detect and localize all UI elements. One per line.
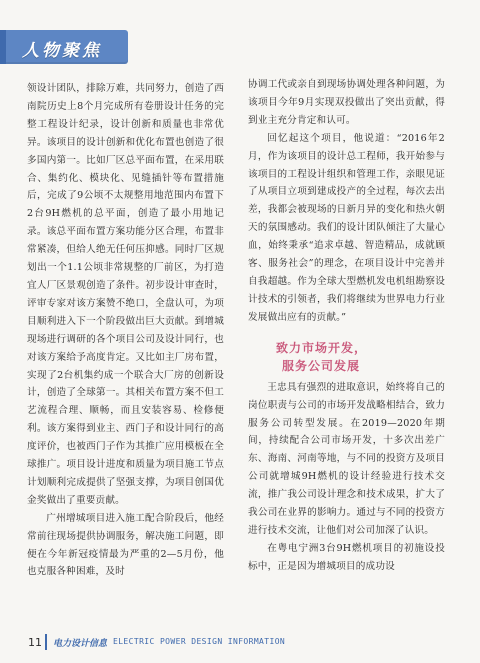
footer-divider — [45, 634, 47, 650]
section-heading-line-1: 致力市场开发， — [276, 340, 368, 355]
section-heading — [276, 339, 445, 375]
right-paragraph-1: 协调工代或亲自到现场协调处理各种问题，为该项目今年9月实现双投做出了突出贡献，得到业主充分肯定和认可。 — [248, 79, 445, 126]
right-column — [248, 76, 445, 576]
publication-name: 电力设计信息 — [53, 639, 108, 649]
left-paragraph-2: 广州增城项目进入施工配合阶段后，他经常前往现场提供协调服务，解决施工问题，即便在今年新冠疫情最为严重的2—5月份，他也克服各种困难，及时 — [27, 512, 224, 578]
right-paragraph-2: 回忆起这个项目，他说道：“2016年2月，作为该项目的设计总工程师，我开始参与该项目的工程设计组织和管理工作，亲眼见证了从项目立项到建成投产的全过程，每次去出差，我都会被现场的日新月异的变化和热火朝天的氛围感动。我们的设计团队倾注了大量心血，始终秉承“追求卓越、智造精品，成就顾客、服务社会”的理念，在项目设计中完善并自我超越。作为全球大型燃机发电机组勘察设计技术的引领者，我们将继续为世界电力行业发展做出应有的贡献。” — [248, 132, 445, 323]
page-footer — [0, 631, 480, 655]
section-title: 人物聚焦 — [22, 41, 102, 61]
page-number: 11 — [28, 636, 42, 649]
right-paragraph-3: 王忠具有强烈的进取意识，始终将自己的岗位职责与公司的市场开发战略相结合，致力服务公司转型发展。在2019—2020年期间，持续配合公司市场开发，十多次出差广东、海南、河南等地，与不同的投资方及项目公司就增城9H燃机的设计经验进行技术交流，推广我公司设计理念和技术成果，扩大了我公司在业界的影响力。通过与不同的投资方进行技术交流，让他们对公司加深了认识。 — [248, 381, 445, 536]
right-paragraph-4: 在粤电宁洲3台9H燃机项目的初施设投标中，正是因为增城项目的成功设 — [248, 542, 445, 572]
left-paragraph-1: 领设计团队，排除万难，共同努力，创造了西南院历史上8个月完成所有卷册设计任务的完整工程设计纪录，设计创新和质量也非常优异。该项目的设计创新和优化布置也创造了很多国内第一。比如厂区总平面布置，在采用联合、集约化、模块化、见缝插针等布置措施后，完成了9公顷不太规整用地范围内布置下2台9H燃机的总平面，创造了最小用地记录。该总平面布置方案功能分区合理，布置非常紧凑，但给人绝无任何压抑感。同时厂区规划出一个1.1公顷非常规整的厂前区，为打造宜人厂区景观创造了条件。初步设计审查时，评审专家对该方案赞不绝口，全盘认可，为项目顺利进入下一个阶段做出巨大贡献。到增城现场进行调研的各个项目公司及设计同行，也对该方案给予高度肯定。又比如主厂房布置，实现了2台机集约成一个联合大厂房的创新设计，创造了全球第一。其相关布置方案不但工艺流程合理、顺畅，而且安装容易、检修便利。该方案得到业主、西门子和设计同行的高度评价，也被西门子作为其推广应用模板在全球推广。项目设计进度和质量为项目施工节点计划顺利完成提供了坚强支撑，为项目创国优金奖做出了重要贡献。 — [27, 83, 224, 506]
publication-subtitle: ELECTRIC POWER DESIGN INFORMATION — [113, 637, 286, 646]
left-column — [27, 80, 224, 581]
section-heading-line-2: 服务公司发展 — [282, 358, 361, 373]
section-banner-accent — [0, 30, 6, 64]
